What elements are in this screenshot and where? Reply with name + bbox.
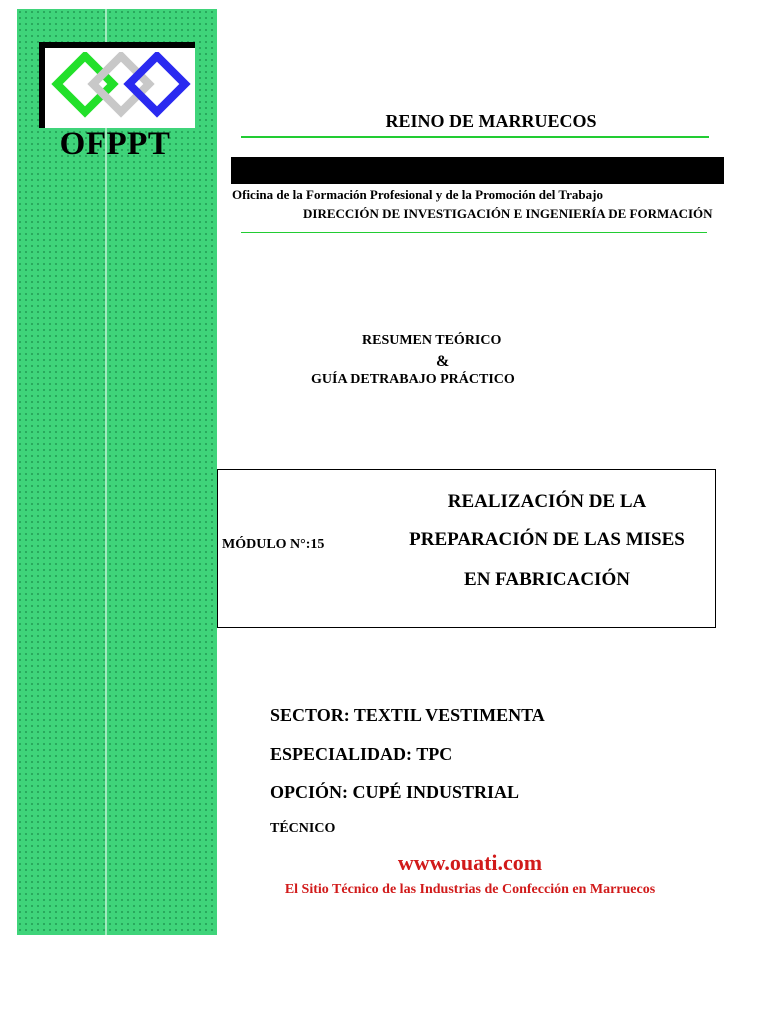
- black-banner: [231, 157, 724, 184]
- guia-trabajo: GUÍA DETRABAJO PRÁCTICO: [311, 372, 515, 387]
- resumen-teorico: RESUMEN TEÓRICO: [362, 333, 502, 348]
- ampersand: &: [436, 353, 450, 370]
- module-number: MÓDULO N°:15: [222, 537, 325, 552]
- website-tagline: El Sitio Técnico de las Industrias de Confección en Marruecos: [284, 882, 656, 897]
- module-title-line-3: EN FABRICACIÓN: [464, 569, 630, 590]
- top-divider: [241, 136, 709, 138]
- logo-text: OFPPT: [59, 126, 171, 162]
- module-title-line-1: REALIZACIÓN DE LA: [447, 491, 647, 512]
- website-link[interactable]: www.ouati.com: [397, 850, 543, 875]
- nivel-label: TÉCNICO: [270, 821, 336, 836]
- linked-diamonds-icon: [49, 52, 195, 128]
- sector-label: SECTOR: TEXTIL VESTIMENTA: [270, 705, 545, 725]
- opcion-label: OPCIÓN: CUPÉ INDUSTRIAL: [270, 782, 520, 802]
- module-title-line-2: PREPARACIÓN DE LAS MISES: [409, 529, 685, 550]
- header-divider: [241, 232, 707, 233]
- office-name: Oficina de la Formación Profesional y de la Promoción del Trabajo: [232, 187, 603, 202]
- direction-name: DIRECCIÓN DE INVESTIGACIÓN E INGENIERÍA DE FORMACIÓN: [303, 206, 713, 221]
- especialidad-label: ESPECIALIDAD: TPC: [270, 744, 453, 764]
- ofppt-logo: [39, 42, 195, 128]
- kingdom-title: REINO DE MARRUECOS: [385, 111, 597, 131]
